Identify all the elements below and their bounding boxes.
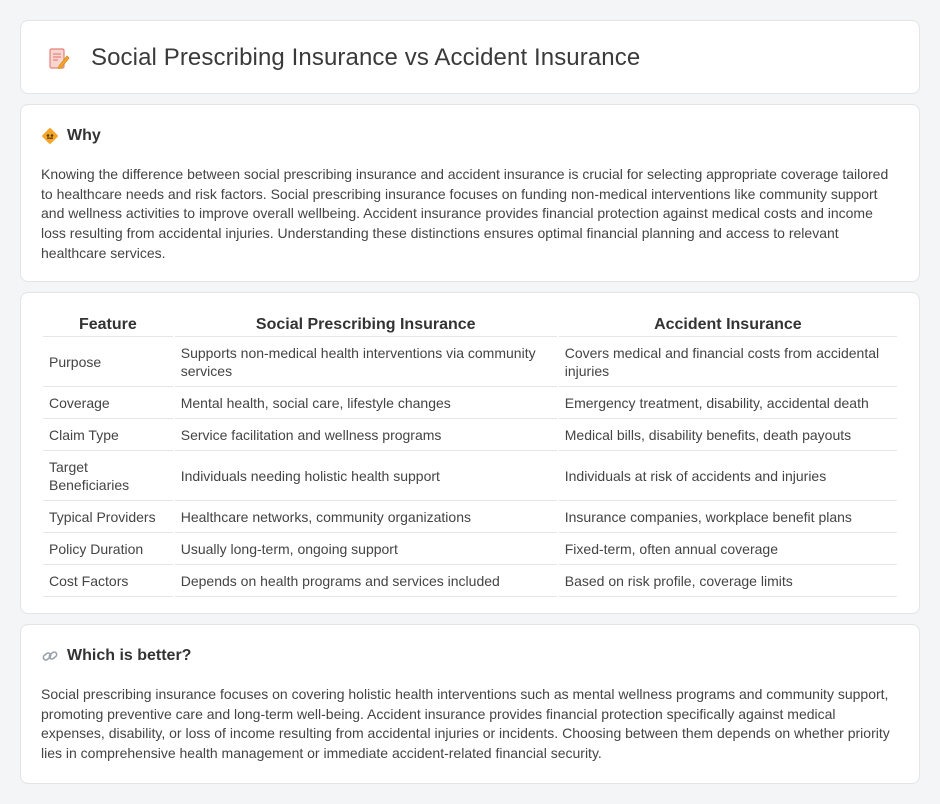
- feature-cell: Coverage: [43, 387, 173, 419]
- accident-cell: Covers medical and financial costs from accidental injuries: [559, 337, 897, 387]
- table-header-row: [43, 315, 897, 337]
- feature-cell: Cost Factors: [43, 565, 173, 597]
- feature-cell: Policy Duration: [43, 533, 173, 565]
- table-row: [43, 501, 897, 533]
- accident-cell: Medical bills, disability benefits, death payouts: [559, 419, 897, 451]
- social-cell: Healthcare networks, community organizations: [175, 501, 557, 533]
- header-social-prescribing: Social Prescribing Insurance: [175, 315, 557, 337]
- table-row: [43, 387, 897, 419]
- feature-cell: Purpose: [43, 337, 173, 387]
- header-accident: Accident Insurance: [559, 315, 897, 337]
- accident-cell: Emergency treatment, disability, accidental death: [559, 387, 897, 419]
- table-row: [43, 419, 897, 451]
- document-edit-icon: [47, 47, 71, 71]
- feature-cell: Typical Providers: [43, 501, 173, 533]
- why-section: [20, 104, 920, 282]
- why-title: Why: [67, 127, 101, 144]
- accident-cell: Based on risk profile, coverage limits: [559, 565, 897, 597]
- social-cell: Depends on health programs and services included: [175, 565, 557, 597]
- accident-cell: Insurance companies, workplace benefit plans: [559, 501, 897, 533]
- better-title: Which is better?: [67, 647, 192, 664]
- social-cell: Mental health, social care, lifestyle changes: [175, 387, 557, 419]
- page-title: Social Prescribing Insurance vs Accident Insurance: [91, 44, 641, 71]
- social-cell: Service facilitation and wellness programs: [175, 419, 557, 451]
- social-cell: Individuals needing holistic health support: [175, 451, 557, 501]
- table-row: [43, 565, 897, 597]
- link-icon: [41, 647, 59, 665]
- accident-cell: Fixed-term, often annual coverage: [559, 533, 897, 565]
- table-row: [43, 533, 897, 565]
- why-text: Knowing the difference between social prescribing insurance and accident insurance is crucial for selecting appropriate coverage tailored to healthcare needs and risk factors. Social prescribing insurance focuses on funding non-medical interventions like community support and wellness activities to improve overall wellbeing. Accident insurance provides financial protection against medical costs and income loss resulting from accidental injuries. Understanding these distinctions ensures optimal financial planning and access to relevant healthcare services.: [41, 166, 889, 261]
- feature-cell: Target Beneficiaries: [43, 451, 173, 501]
- which-better-section: [20, 624, 920, 784]
- header-card: [20, 20, 920, 94]
- header-feature: Feature: [43, 315, 173, 337]
- why-heading: [41, 127, 101, 145]
- table-row: [43, 451, 897, 501]
- social-cell: Supports non-medical health interventions via community services: [175, 337, 557, 387]
- better-heading: [41, 647, 191, 665]
- accident-cell: Individuals at risk of accidents and injuries: [559, 451, 897, 501]
- feature-cell: Claim Type: [43, 419, 173, 451]
- table-row: [43, 337, 897, 387]
- better-text: Social prescribing insurance focuses on covering holistic health interventions such as mental wellness programs and community support, promoting preventive care and long-term well-being. Accident insurance provides financial protection specifically against medical expenses, disability, or loss of income resulting from accidental injuries or incidents. Choosing between them depends on whether priority lies in comprehensive health management or immediate accident-related financial security.: [41, 686, 890, 762]
- comparison-table: [41, 315, 899, 597]
- comparison-section: [20, 292, 920, 614]
- social-cell: Usually long-term, ongoing support: [175, 533, 557, 565]
- diamond-sign-icon: [41, 127, 59, 145]
